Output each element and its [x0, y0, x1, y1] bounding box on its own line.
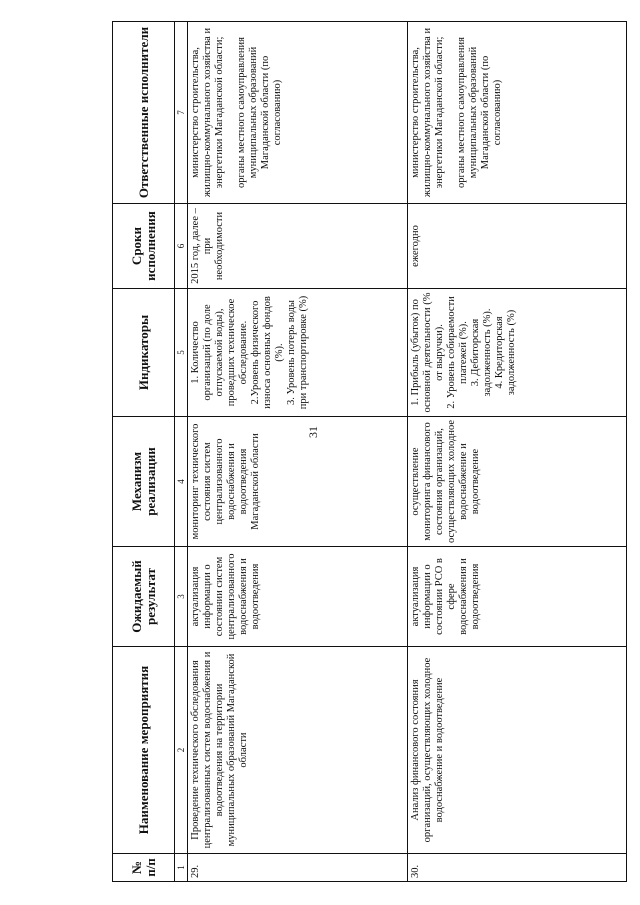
- indicator-item: 4. Кредиторская задолженность (%): [494, 309, 517, 396]
- header-term: Сроки исполнения: [113, 204, 175, 289]
- expected-result: актуализация информации о состоянии систем централизованного водоснабжения и водоотведения: [188, 547, 408, 647]
- row-number: 30.: [408, 854, 627, 882]
- responsible-item: министерство строительства, жилищно-коммунального хозяйства и энергетики Магаданской области;: [410, 27, 445, 198]
- column-number: 3: [175, 547, 188, 647]
- column-number: 4: [175, 417, 188, 547]
- column-number: 1: [175, 854, 188, 882]
- header-mechanism: Механизм реализации: [113, 417, 175, 547]
- indicators: [408, 289, 627, 417]
- column-number: 2: [175, 647, 188, 854]
- rotated-table-wrapper: [112, 22, 627, 882]
- header-row: [113, 22, 175, 882]
- indicator-item: 2.Уровень физического износа основных фондов (%).: [250, 296, 285, 409]
- header-result: Ожидаемый результат: [113, 547, 175, 647]
- measure-name: Анализ финансового состояния организаций, осуществляющих холодное водоснабжение и водоотведение: [408, 647, 627, 854]
- indicator-item: 1. Прибыль (убыток) по основной деятельности (% от выручки).: [410, 292, 445, 413]
- expected-result: актуализация информации о состоянии РСО в сфере водоснабжения и водоотведения: [408, 547, 627, 647]
- indicators: [188, 289, 408, 417]
- responsible: [188, 22, 408, 204]
- header-num: № п/п: [113, 854, 175, 882]
- column-number: 5: [175, 289, 188, 417]
- measures-table: [112, 21, 627, 882]
- responsible-item: органы местного самоуправления муниципальных образований Магаданской области (по согласованию): [456, 37, 503, 188]
- header-name: Наименование мероприятия: [113, 647, 175, 854]
- header-responsible: Ответственные исполнители: [113, 22, 175, 204]
- table-row: [188, 22, 408, 882]
- responsible: [408, 22, 627, 204]
- responsible-item: министерство строительства, жилищно-коммунального хозяйства и энергетики Магаданской области;: [190, 27, 225, 198]
- term: 2015 год, далее – при необходимости: [188, 204, 408, 289]
- indicator-item: 3. Дебиторская задолженность (%).: [470, 308, 493, 397]
- header-indicators: Индикаторы: [113, 289, 175, 417]
- measure-name: Проведение технического обследования централизованных систем водоснабжения и водоотведения на территории муниципальных образований Магаданской области: [188, 647, 408, 854]
- column-number: 7: [175, 22, 188, 204]
- column-numbers-row: [175, 22, 188, 882]
- column-number: 6: [175, 204, 188, 289]
- row-number: 29.: [188, 854, 408, 882]
- page-number: 31: [306, 426, 320, 438]
- responsible-item: органы местного самоуправления муниципальных образований Магаданской области (по согласованию): [236, 37, 283, 188]
- indicator-item: 1. Количество организаций (по доле отпускаемой воды), проведших техническое обследование.: [190, 298, 249, 407]
- table-row: [408, 22, 627, 882]
- term: ежегодно: [408, 204, 627, 289]
- indicator-item: 2. Уровень собираемости платежей (%).: [446, 296, 469, 409]
- mechanism: осуществление мониторинга финансового состояния организаций, осуществляющих холодное водоснабжение и водоотведение: [408, 417, 627, 547]
- mechanism: мониторинг технического состояния систем централизованного водоснабжения и водоотведения Магаданской области: [188, 417, 408, 547]
- indicator-item: 3. Уровень потерь воды при транспортировке (%): [286, 295, 309, 410]
